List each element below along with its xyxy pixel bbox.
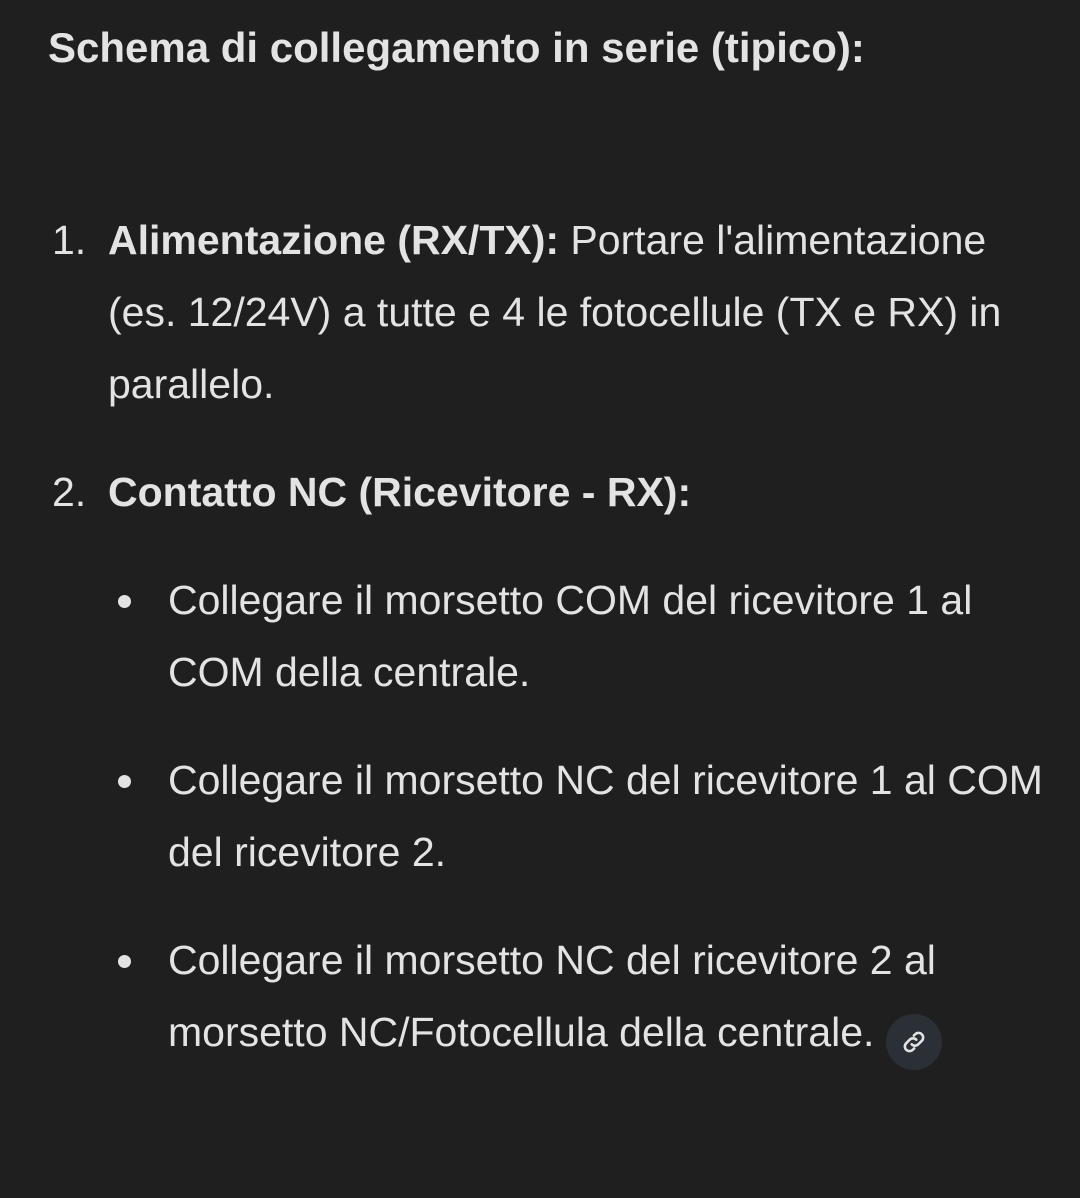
bullet-item-2 [168,744,1048,888]
item-title: Contatto NC (Ricevitore - RX): [108,469,692,515]
bullet-icon [118,775,131,788]
bullet-icon [118,595,131,608]
numbered-item-2 [52,456,1028,528]
numbered-item-1 [52,204,1028,420]
item-number: 1. [52,217,87,263]
section-heading: Schema di collegamento in serie (tipico): [48,24,865,71]
item-number: 2. [52,469,87,515]
bullet-text: Collegare il morsetto NC del ricevitore 1 al COM del ricevitore 2. [168,757,1043,875]
link-icon [900,1028,928,1056]
bullet-item-3 [168,924,1048,1070]
bullet-text: Collegare il morsetto NC del ricevitore 2 al morsetto NC/Fotocellula della centrale. [168,937,936,1055]
item-title: Alimentazione (RX/TX): [108,217,560,263]
bullet-icon [118,955,131,968]
source-link-button[interactable] [886,1014,942,1070]
bullet-item-1 [168,564,1048,708]
bullet-text: Collegare il morsetto COM del ricevitore 1 al COM della centrale. [168,577,973,695]
item-text: Portare l'alimentazione (es. 12/24V) a tutte e 4 le fotocellule (TX e RX) in parallelo. [108,217,1002,407]
